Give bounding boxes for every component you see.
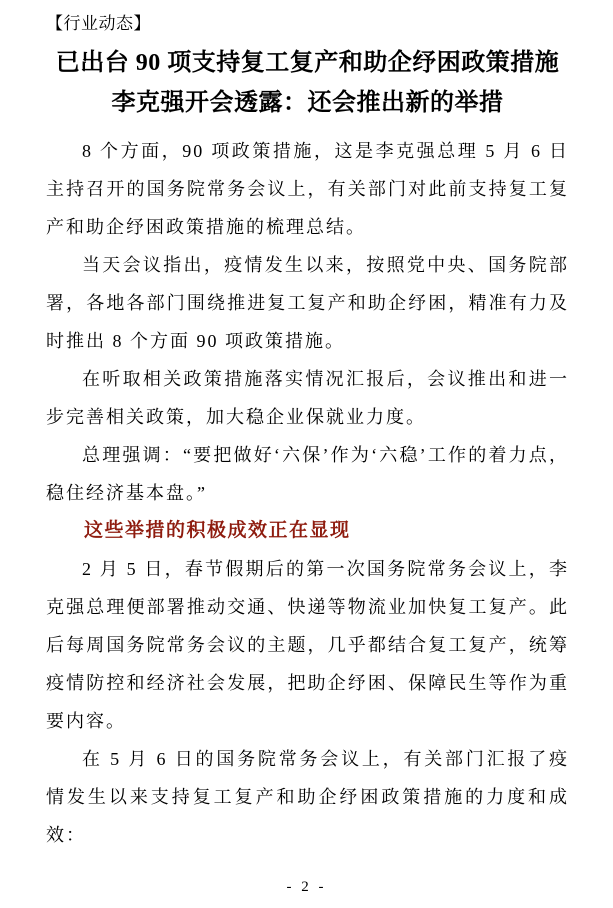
section-tag: 【行业动态】: [46, 14, 151, 33]
paragraph-2: 当天会议指出，疫情发生以来，按照党中央、国务院部署，各地各部门围绕推进复工复产和助企纾困，精准有力及时推出 8 个方面 90 项政策措施。: [46, 255, 569, 351]
paragraph-4: 总理强调：“要把做好‘六保’作为‘六稳’工作的着力点，稳住经济基本盘。”: [46, 445, 569, 503]
page-number: - 2 -: [286, 879, 327, 895]
article-title: [46, 43, 569, 123]
paragraph-1: 8 个方面，90 项政策措施，这是李克强总理 5 月 6 日主持召开的国务院常务会议上，有关部门对此前支持复工复产和助企纾困政策措施的梳理总结。: [46, 141, 569, 237]
article-title-line-2: 李克强开会透露：还会推出新的举措: [111, 90, 504, 116]
paragraph-3: 在听取相关政策措施落实情况汇报后，会议推出和进一步完善相关政策，加大稳企业保就业力度。: [46, 369, 569, 427]
article-title-line-1: 已出台 90 项支持复工复产和助企纾困政策措施: [55, 50, 560, 76]
article-body: [46, 132, 569, 854]
section-subheading: 这些举措的积极成效正在显现: [84, 520, 351, 541]
paragraph-6: 在 5 月 6 日的国务院常务会议上，有关部门汇报了疫情发生以来支持复工复产和助企纾困政策措施的力度和成效：: [46, 749, 569, 845]
paragraph-5: 2 月 5 日，春节假期后的第一次国务院常务会议上，李克强总理便部署推动交通、快递等物流业加快复工复产。此后每周国务院常务会议的主题，几乎都结合复工复产，统筹疫情防控和经济社会发展，把助企纾困、保障民生等作为重要内容。: [46, 559, 569, 731]
